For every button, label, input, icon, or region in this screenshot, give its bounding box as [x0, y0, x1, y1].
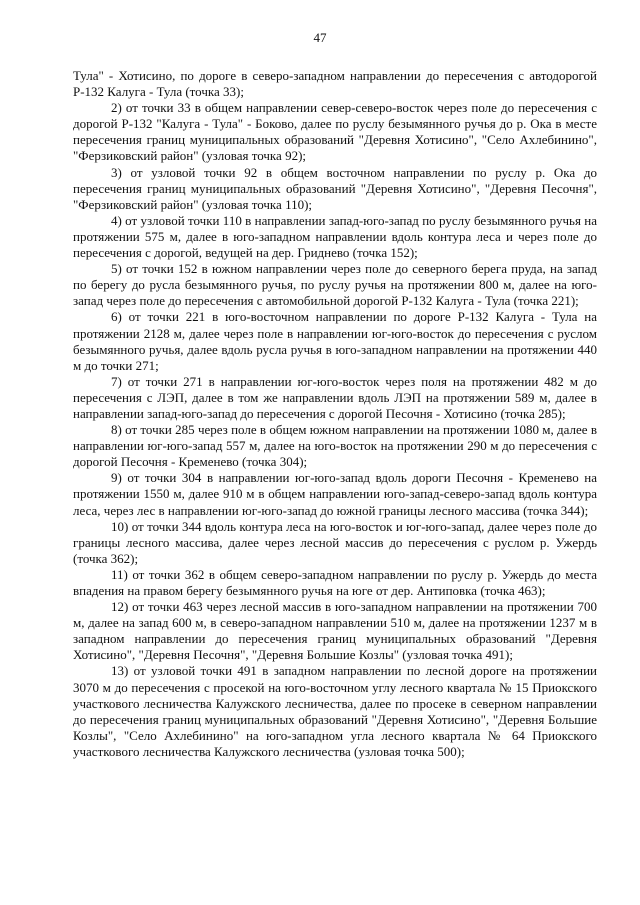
paragraph-item-2: 2) от точки 33 в общем направлении север-северо-восток через поле до пересечения с дорогой Р-132 "Калуга - Тула" - Боково, далее по руслу безымянного ручья до р. Ока в месте пересечения границ муниципальных образований "Деревня Хотисино", "Село Ахлебинино", "Ферзиковский район" (узловая точка 92);	[73, 100, 597, 164]
paragraph-item-11: 11) от точки 362 в общем северо-западном направлении по руслу р. Ужердь до места впадения на правом берегу безымянного ручья на юге от дер. Антиповка (точка 463);	[73, 566, 597, 598]
paragraph-item-7: 7) от точки 271 в направлении юг-юго-восток через поля на протяжении 482 м до пересечения с ЛЭП, далее в том же направлении вдоль ЛЭП на протяжении 589 м, далее в направлении запад-юго-запад до пересечения с дорогой Песочня - Хотисино (точка 285);	[73, 373, 597, 421]
document-body	[73, 68, 597, 760]
paragraph-item-9: 9) от точки 304 в направлении юг-юго-запад вдоль дороги Песочня - Кременево на протяжении 1550 м, далее 910 м в общем направлении юго-запад-северо-запад вдоль контура леса, через лес в направлении юг-юго-запад до южной границы лесного массива (точка 344);	[73, 470, 597, 518]
paragraph-item-8: 8) от точки 285 через поле в общем южном направлении на протяжении 1080 м, далее в направлении юг-юго-запад 557 м, далее на юго-восток на протяжении 290 м до пересечения с дорогой Песочня - Кременево (точка 304);	[73, 422, 597, 470]
page-number: 47	[313, 30, 327, 45]
paragraph-item-4: 4) от узловой точки 110 в направлении запад-юго-запад по руслу безымянного ручья на протяжении 575 м, далее в юго-западном направлении вдоль контура леса и через поле до пересечения с дорогой, ведущей на дер. Гриднево (точка 152);	[73, 212, 597, 261]
paragraph-item-3: 3) от узловой точки 92 в общем восточном направлении по руслу р. Ока до пересечения границ муниципальных образований "Деревня Хотисино", "Деревня Песочня", "Ферзиковский район" (узловая точка 110);	[73, 164, 597, 212]
paragraph-item-5: 5) от точки 152 в южном направлении через поле до северного берега пруда, на запад по берегу до русла безымянного ручья, по руслу ручья на протяжении 800 м, далее на юго-запад через поле до пересечения с автомобильной дорогой Р-132 Калуга - Тула (точка 221);	[73, 261, 597, 309]
paragraph-item-10: 10) от точки 344 вдоль контура леса на юго-восток и юг-юго-запад, далее через поле до границы лесного массива, далее через лесной массив до пересечения с руслом р. Ужердь (точка 362);	[73, 518, 597, 566]
paragraph-item-12: 12) от точки 463 через лесной массив в юго-западном направлении на протяжении 700 м, далее на запад 600 м, в северо-западном направлении 510 м, далее на протяжении 1237 м в западном направлении до пересечения границ муниципальных образований "Деревня Хотисино", "Деревня Песочня", "Деревня Большие Козлы" (узловая точка 491);	[73, 599, 597, 663]
paragraph-item-13: 13) от узловой точки 491 в западном направлении по лесной дороге на протяжении 3070 м до пересечения с просекой на юго-восточном углу лесного квартала № 15 Приокского участкового лесничества Калужского лесничества, далее по просеке в северном направлении до пересечения границ муниципальных образований "Деревня Хотисино", "Деревня Большие Козлы", "Село Ахлебинино" на юго-западном угла лесного квартала № 64 Приокского участкового лесничества Калужского лесничества (узловая точка 500);	[73, 663, 597, 759]
paragraph-continuation: Тула" - Хотисино, по дороге в северо-западном направлении до пересечения с автодорогой Р-132 Калуга - Тула (точка 33);	[73, 68, 597, 100]
paragraph-item-6: 6) от точки 221 в юго-восточном направлении по дороге Р-132 Калуга - Тула на протяжении 2128 м, далее через поле в направлении юг-юго-восток до пересечения с руслом безымянного ручья, далее вдоль русла ручья в юго-западном направлении на протяжении 440 м до точки 271;	[73, 309, 597, 373]
